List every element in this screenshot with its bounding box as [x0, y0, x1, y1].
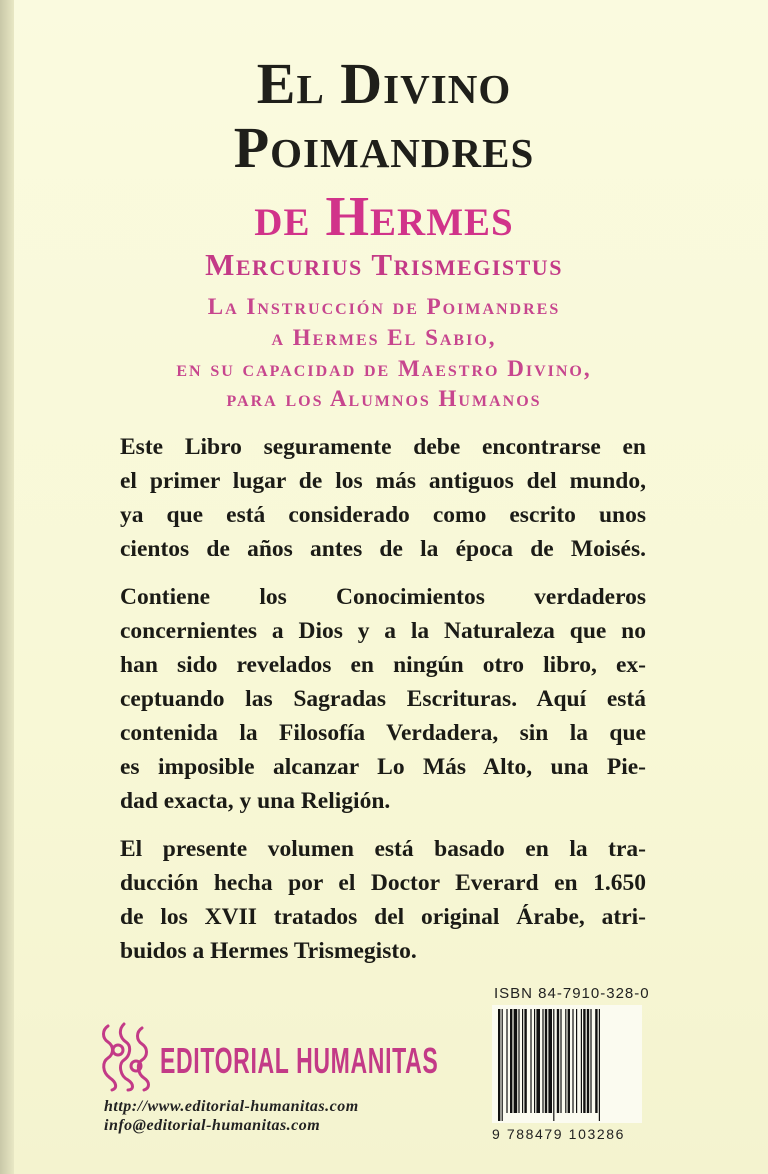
text-line: ceptuando las Sagradas Escrituras. Aquí está: [120, 686, 646, 712]
barcode-bar: [595, 1009, 597, 1113]
description-paragraph-1: [120, 430, 646, 566]
barcode-bar: [510, 1009, 512, 1113]
text-line: han sido revelados en ningún otro libro, ex-: [120, 652, 646, 678]
text-line: el primer lugar de los más antiguos del mundo,: [120, 468, 646, 494]
title-line-3: de Hermes: [254, 186, 514, 248]
barcode-bar: [548, 1009, 552, 1113]
barcode-bar: [560, 1009, 561, 1113]
text-line: concernientes a Dios y a la Naturaleza que no: [120, 618, 646, 644]
barcode-bar: [557, 1009, 559, 1113]
publisher-logo-icon: [98, 1020, 158, 1097]
barcode-bar: [518, 1009, 519, 1113]
barcode-bar: [553, 1009, 554, 1121]
barcode-bar: [590, 1009, 591, 1113]
barcode-digits: 9 788479 103286: [492, 1126, 625, 1142]
barcode-bar: [542, 1009, 543, 1113]
subtitle-line-4: para los Alumnos Humanos: [226, 386, 542, 411]
barcode-bar: [545, 1009, 547, 1113]
barcode-bar: [522, 1009, 523, 1113]
text-line: El presente volumen está basado en la tra-: [120, 836, 646, 862]
description-paragraph-2: [120, 580, 646, 818]
text-line: ya que está considerado como escrito unos: [120, 502, 646, 528]
text-line: ducción hecha por el Doctor Everard en 1.650: [120, 870, 646, 896]
description-paragraph-3: [120, 832, 646, 968]
title-line-2: Poimandres: [233, 115, 535, 180]
text-line: buidos a Hermes Trismegisto.: [120, 938, 417, 964]
barcode-bar: [565, 1009, 566, 1113]
subtitle-line-3: en su capacidad de Maestro Divino,: [176, 356, 592, 381]
subtitle-line-1: La Instrucción de Poimandres: [207, 294, 561, 319]
publisher-url[interactable]: http://www.editorial-humanitas.com: [104, 1098, 359, 1115]
text-line: dad exacta, y una Religión.: [120, 788, 391, 814]
barcode-bar: [583, 1009, 585, 1113]
barcode-bar: [530, 1009, 531, 1113]
title-line-1: El Divino: [256, 51, 512, 116]
barcode-bar: [498, 1009, 500, 1121]
barcode-bar: [536, 1009, 540, 1113]
barcode-bar: [587, 1009, 589, 1113]
author-name: Mercurius Trismegistus: [205, 247, 563, 282]
text-line: contenida la Filosofía Verdadera, sin la que: [120, 720, 646, 746]
text-line: Este Libro seguramente debe encontrarse en: [120, 434, 646, 460]
description: [120, 430, 646, 982]
text-line: de los XVII tratados del original Árabe, atri-: [120, 904, 646, 930]
barcode-icon: [496, 1009, 638, 1121]
text-line: cientos de años antes de la época de Moisés.: [120, 536, 646, 562]
text-line: es imposible alcanzar Lo Más Alto, una Pie-: [120, 754, 646, 780]
barcode-bar: [572, 1009, 573, 1113]
barcode-bar: [502, 1009, 503, 1121]
isbn-label: ISBN 84-7910-328-0: [494, 985, 650, 1002]
barcode-bar: [568, 1009, 570, 1113]
publisher-name: EDITORIAL HUMANITAS: [160, 1040, 439, 1081]
barcode-bar: [534, 1009, 535, 1113]
barcode-bar: [576, 1009, 577, 1113]
barcode: [492, 1005, 642, 1123]
text-line: Contiene los Conocimientos verdaderos: [120, 584, 646, 610]
barcode-bar: [599, 1009, 600, 1121]
barcode-bar: [514, 1009, 518, 1113]
barcode-bar: [524, 1009, 526, 1113]
publisher-email[interactable]: info@editorial-humanitas.com: [104, 1117, 321, 1134]
barcode-bar: [581, 1009, 582, 1113]
barcode-bar: [506, 1009, 507, 1113]
subtitle-line-2: a Hermes El Sabio,: [271, 325, 497, 350]
